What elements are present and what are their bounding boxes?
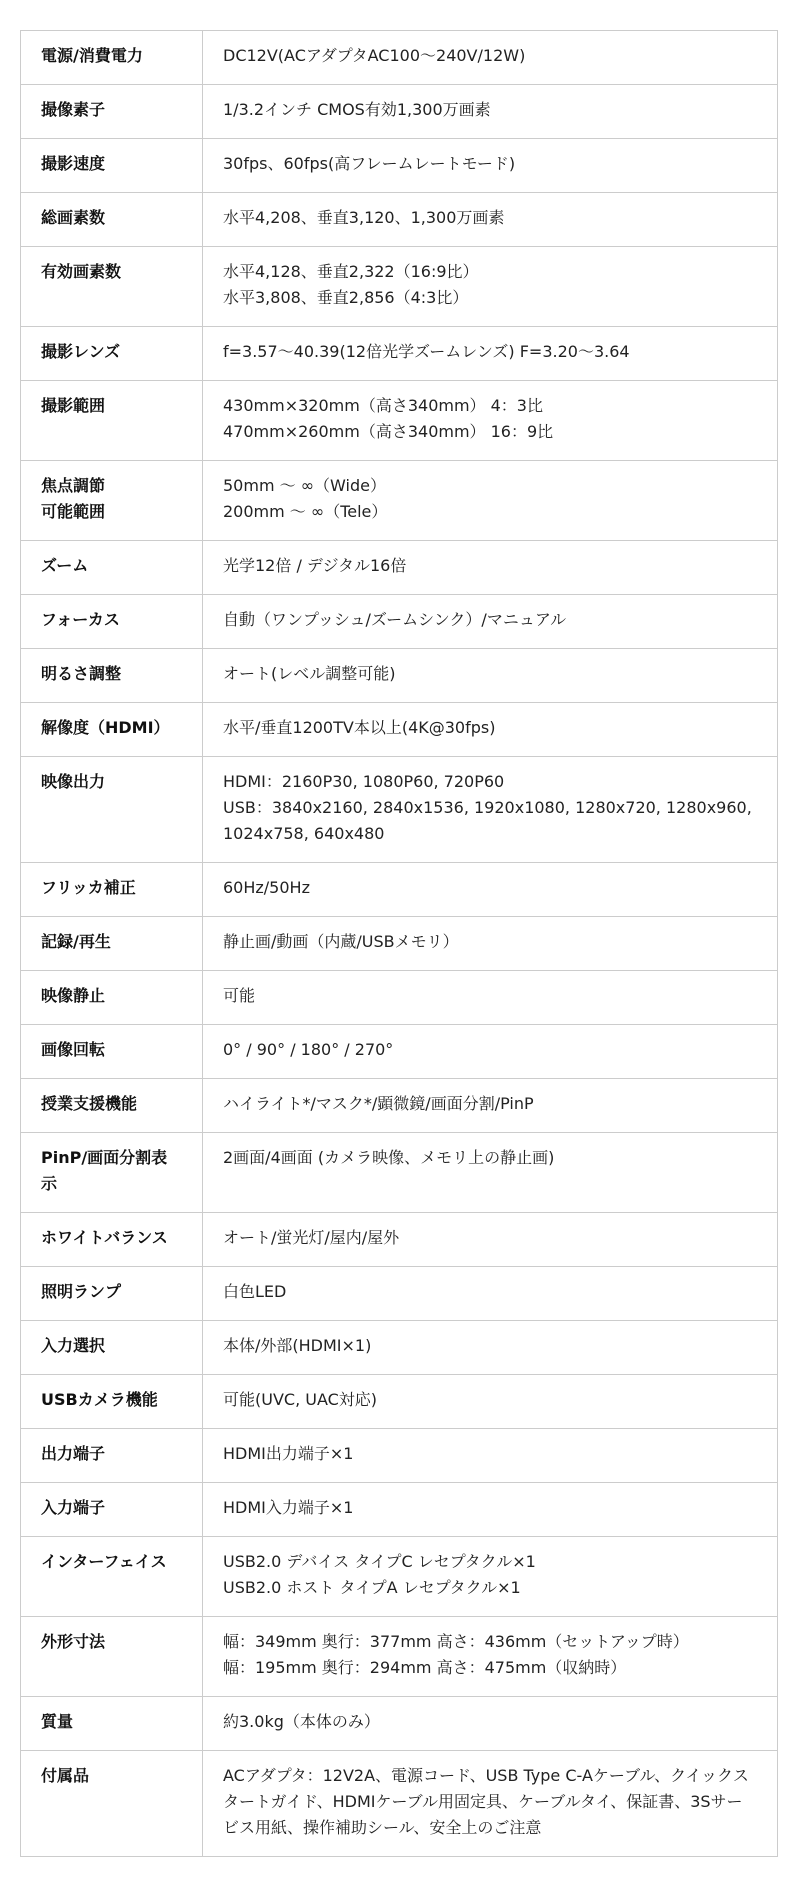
spec-value: 可能 <box>203 971 778 1025</box>
spec-value: 30fps、60fps(高フレームレートモード) <box>203 139 778 193</box>
spec-value: 430mm×320mm（高さ340mm） 4：3比 470mm×260mm（高さ340mm） 16：9比 <box>203 381 778 461</box>
spec-value: 本体/外部(HDMI×1) <box>203 1321 778 1375</box>
spec-row-weight <box>21 1697 778 1751</box>
spec-label: ズーム <box>21 541 203 595</box>
spec-row-input-port <box>21 1483 778 1537</box>
spec-row-effective-pixels <box>21 247 778 327</box>
spec-row-resolution <box>21 703 778 757</box>
spec-row-total-pixels <box>21 193 778 247</box>
spec-row-flicker <box>21 863 778 917</box>
spec-row-video-output <box>21 757 778 863</box>
spec-label: 有効画素数 <box>21 247 203 327</box>
spec-row-zoom <box>21 541 778 595</box>
spec-table <box>20 30 778 1857</box>
spec-label: PinP/画面分割表示 <box>21 1133 203 1213</box>
spec-label: 電源/消費電力 <box>21 31 203 85</box>
spec-row-focus-range <box>21 461 778 541</box>
spec-value: 白色LED <box>203 1267 778 1321</box>
spec-value: オート(レベル調整可能) <box>203 649 778 703</box>
spec-value: ハイライト*/マスク*/顕微鏡/画面分割/PinP <box>203 1079 778 1133</box>
spec-value: 静止画/動画（内蔵/USBメモリ） <box>203 917 778 971</box>
spec-value: HDMI出力端子×1 <box>203 1429 778 1483</box>
spec-row-accessories <box>21 1751 778 1857</box>
spec-label: 画像回転 <box>21 1025 203 1079</box>
spec-label: 撮影速度 <box>21 139 203 193</box>
spec-label: 撮影範囲 <box>21 381 203 461</box>
spec-label: 撮影レンズ <box>21 327 203 381</box>
spec-row-frame-rate <box>21 139 778 193</box>
spec-label: インターフェイス <box>21 1537 203 1617</box>
spec-value: 60Hz/50Hz <box>203 863 778 917</box>
spec-value: f=3.57〜40.39(12倍光学ズームレンズ) F=3.20〜3.64 <box>203 327 778 381</box>
spec-row-white-balance <box>21 1213 778 1267</box>
spec-row-teaching-support <box>21 1079 778 1133</box>
spec-label: 外形寸法 <box>21 1617 203 1697</box>
spec-row-rotation <box>21 1025 778 1079</box>
spec-row-brightness <box>21 649 778 703</box>
spec-label: 入力端子 <box>21 1483 203 1537</box>
spec-label: USBカメラ機能 <box>21 1375 203 1429</box>
spec-value: DC12V(ACアダプタAC100〜240V/12W) <box>203 31 778 85</box>
spec-label: 明るさ調整 <box>21 649 203 703</box>
spec-label: ホワイトバランス <box>21 1213 203 1267</box>
spec-label: 出力端子 <box>21 1429 203 1483</box>
spec-value: 水平4,208、垂直3,120、1,300万画素 <box>203 193 778 247</box>
spec-value: ACアダプタ：12V2A、電源コード、USB Type C-Aケーブル、クイックスタートガイド、HDMIケーブル用固定具、ケーブルタイ、保証書、3Sサービス用紙、操作補助シール、安全上のご注意 <box>203 1751 778 1857</box>
spec-value: 可能(UVC, UAC対応) <box>203 1375 778 1429</box>
spec-row-lamp <box>21 1267 778 1321</box>
spec-value: 約3.0kg（本体のみ） <box>203 1697 778 1751</box>
spec-label: 撮像素子 <box>21 85 203 139</box>
spec-label: 焦点調節 可能範囲 <box>21 461 203 541</box>
spec-label: フォーカス <box>21 595 203 649</box>
spec-row-usb-camera <box>21 1375 778 1429</box>
spec-label: フリッカ補正 <box>21 863 203 917</box>
spec-table-body <box>21 31 778 1857</box>
spec-label: 映像出力 <box>21 757 203 863</box>
spec-value: 2画面/4画面 (カメラ映像、メモリ上の静止画) <box>203 1133 778 1213</box>
spec-row-input-select <box>21 1321 778 1375</box>
spec-value: 光学12倍 / デジタル16倍 <box>203 541 778 595</box>
spec-value: 1/3.2インチ CMOS有効1,300万画素 <box>203 85 778 139</box>
spec-row-focus <box>21 595 778 649</box>
spec-row-pinp <box>21 1133 778 1213</box>
spec-value: HDMI入力端子×1 <box>203 1483 778 1537</box>
spec-value: USB2.0 デバイス タイプC レセプタクル×1 USB2.0 ホスト タイプA レセプタクル×1 <box>203 1537 778 1617</box>
spec-label: 付属品 <box>21 1751 203 1857</box>
spec-value: 水平/垂直1200TV本以上(4K@30fps) <box>203 703 778 757</box>
spec-value: 水平4,128、垂直2,322（16:9比） 水平3,808、垂直2,856（4:3比） <box>203 247 778 327</box>
spec-row-record-playback <box>21 917 778 971</box>
spec-label: 解像度（HDMI） <box>21 703 203 757</box>
spec-row-sensor <box>21 85 778 139</box>
spec-row-output-port <box>21 1429 778 1483</box>
spec-row-shooting-range <box>21 381 778 461</box>
spec-row-interface <box>21 1537 778 1617</box>
spec-row-dimensions <box>21 1617 778 1697</box>
spec-label: 入力選択 <box>21 1321 203 1375</box>
spec-value: 幅：349mm 奥行：377mm 高さ：436mm（セットアップ時） 幅：195mm 奥行：294mm 高さ：475mm（収納時） <box>203 1617 778 1697</box>
spec-value: 自動（ワンプッシュ/ズームシンク）/マニュアル <box>203 595 778 649</box>
spec-row-lens <box>21 327 778 381</box>
spec-row-freeze <box>21 971 778 1025</box>
spec-label: 照明ランプ <box>21 1267 203 1321</box>
spec-value: 50mm 〜 ∞（Wide） 200mm 〜 ∞（Tele） <box>203 461 778 541</box>
spec-value: 0° / 90° / 180° / 270° <box>203 1025 778 1079</box>
spec-value: オート/蛍光灯/屋内/屋外 <box>203 1213 778 1267</box>
spec-label: 総画素数 <box>21 193 203 247</box>
spec-value: HDMI：2160P30, 1080P60, 720P60 USB：3840x2160, 2840x1536, 1920x1080, 1280x720, 1280x960, 1024x758, 640x480 <box>203 757 778 863</box>
spec-label: 映像静止 <box>21 971 203 1025</box>
spec-label: 記録/再生 <box>21 917 203 971</box>
spec-row-power <box>21 31 778 85</box>
spec-label: 授業支援機能 <box>21 1079 203 1133</box>
spec-label: 質量 <box>21 1697 203 1751</box>
